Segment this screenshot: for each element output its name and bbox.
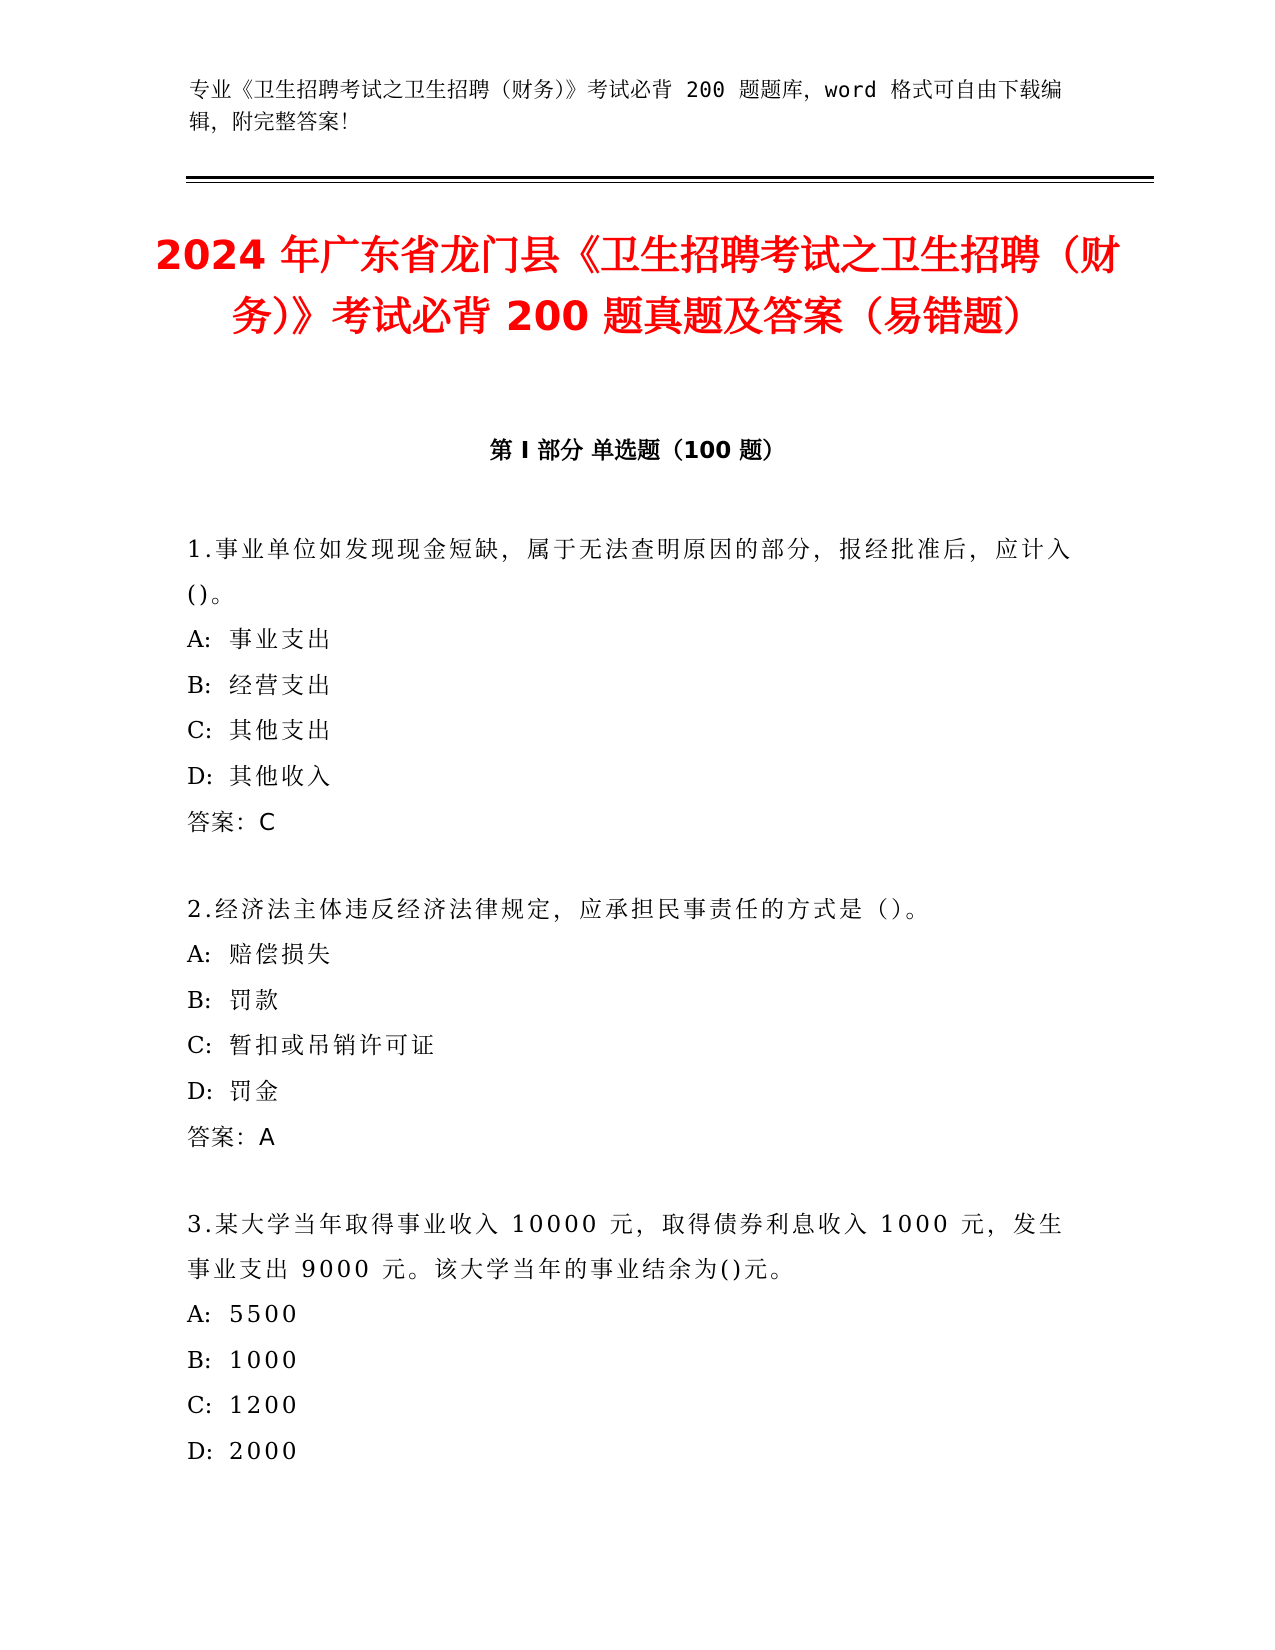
option-b: [187, 979, 1077, 1025]
document-title: 2024 年广东省龙门县《卫生招聘考试之卫生招聘（财务）》考试必背 200 题真题及答案（易错题）: [154, 233, 1121, 340]
option-text: 5500: [229, 1302, 300, 1328]
option-c: [187, 1024, 1077, 1070]
question-stem: 3.某大学当年取得事业收入 10000 元，取得债券利息收入 1000 元，发生事业支出 9000 元。该大学当年的事业结余为()元。: [187, 1212, 1065, 1283]
option-letter: D:: [187, 763, 214, 790]
option-letter: D:: [187, 1438, 214, 1465]
question-2: [187, 888, 1077, 1161]
option-text: 罚金: [229, 1078, 281, 1105]
option-d: [187, 755, 1077, 801]
option-letter: A:: [187, 627, 212, 653]
option-c: [187, 709, 1077, 755]
option-b: [187, 1339, 1077, 1385]
option-text: 1000: [229, 1347, 300, 1374]
option-letter: A:: [187, 1302, 212, 1328]
answer-line: 答案：A: [187, 1125, 276, 1151]
option-a: [187, 933, 1077, 979]
option-text: 暂扣或吊销许可证: [229, 1033, 437, 1059]
option-text: 其他收入: [229, 763, 333, 790]
option-letter: A:: [187, 942, 212, 968]
option-text: 2000: [229, 1438, 300, 1465]
option-letter: B:: [187, 672, 212, 699]
section-heading: 第 I 部分 单选题（100 题）: [489, 438, 786, 464]
option-b: [187, 664, 1077, 710]
answer-line: 答案：C: [187, 810, 277, 836]
question-3: [187, 1203, 1077, 1475]
option-text: 1200: [229, 1393, 300, 1419]
option-c: [187, 1384, 1077, 1430]
header-note: 专业《卫生招聘考试之卫生招聘（财务）》考试必背 200 题题库，word 格式可自由下载编辑，附完整答案！: [189, 78, 1063, 134]
question-stem: 1.事业单位如发现现金短缺，属于无法查明原因的部分，报经批准后，应计入()。: [187, 537, 1073, 608]
question-list: [187, 528, 1077, 1517]
option-letter: B:: [187, 1347, 212, 1374]
option-text: 赔偿损失: [229, 942, 333, 968]
option-letter: D:: [187, 1078, 214, 1105]
option-letter: C:: [187, 718, 213, 744]
question-stem: 2.经济法主体违反经济法律规定，应承担民事责任的方式是（）。: [187, 897, 932, 923]
option-text: 罚款: [229, 987, 281, 1014]
option-letter: C:: [187, 1393, 213, 1419]
option-letter: C:: [187, 1033, 213, 1059]
option-a: [187, 1293, 1077, 1339]
option-d: [187, 1070, 1077, 1116]
option-text: 其他支出: [229, 718, 333, 744]
option-d: [187, 1430, 1077, 1476]
option-text: 事业支出: [229, 627, 333, 653]
question-1: [187, 528, 1077, 846]
option-text: 经营支出: [229, 672, 333, 699]
option-a: [187, 618, 1077, 664]
header-divider-thin: [186, 182, 1154, 183]
header-divider-thick: [186, 176, 1154, 179]
option-letter: B:: [187, 987, 212, 1014]
